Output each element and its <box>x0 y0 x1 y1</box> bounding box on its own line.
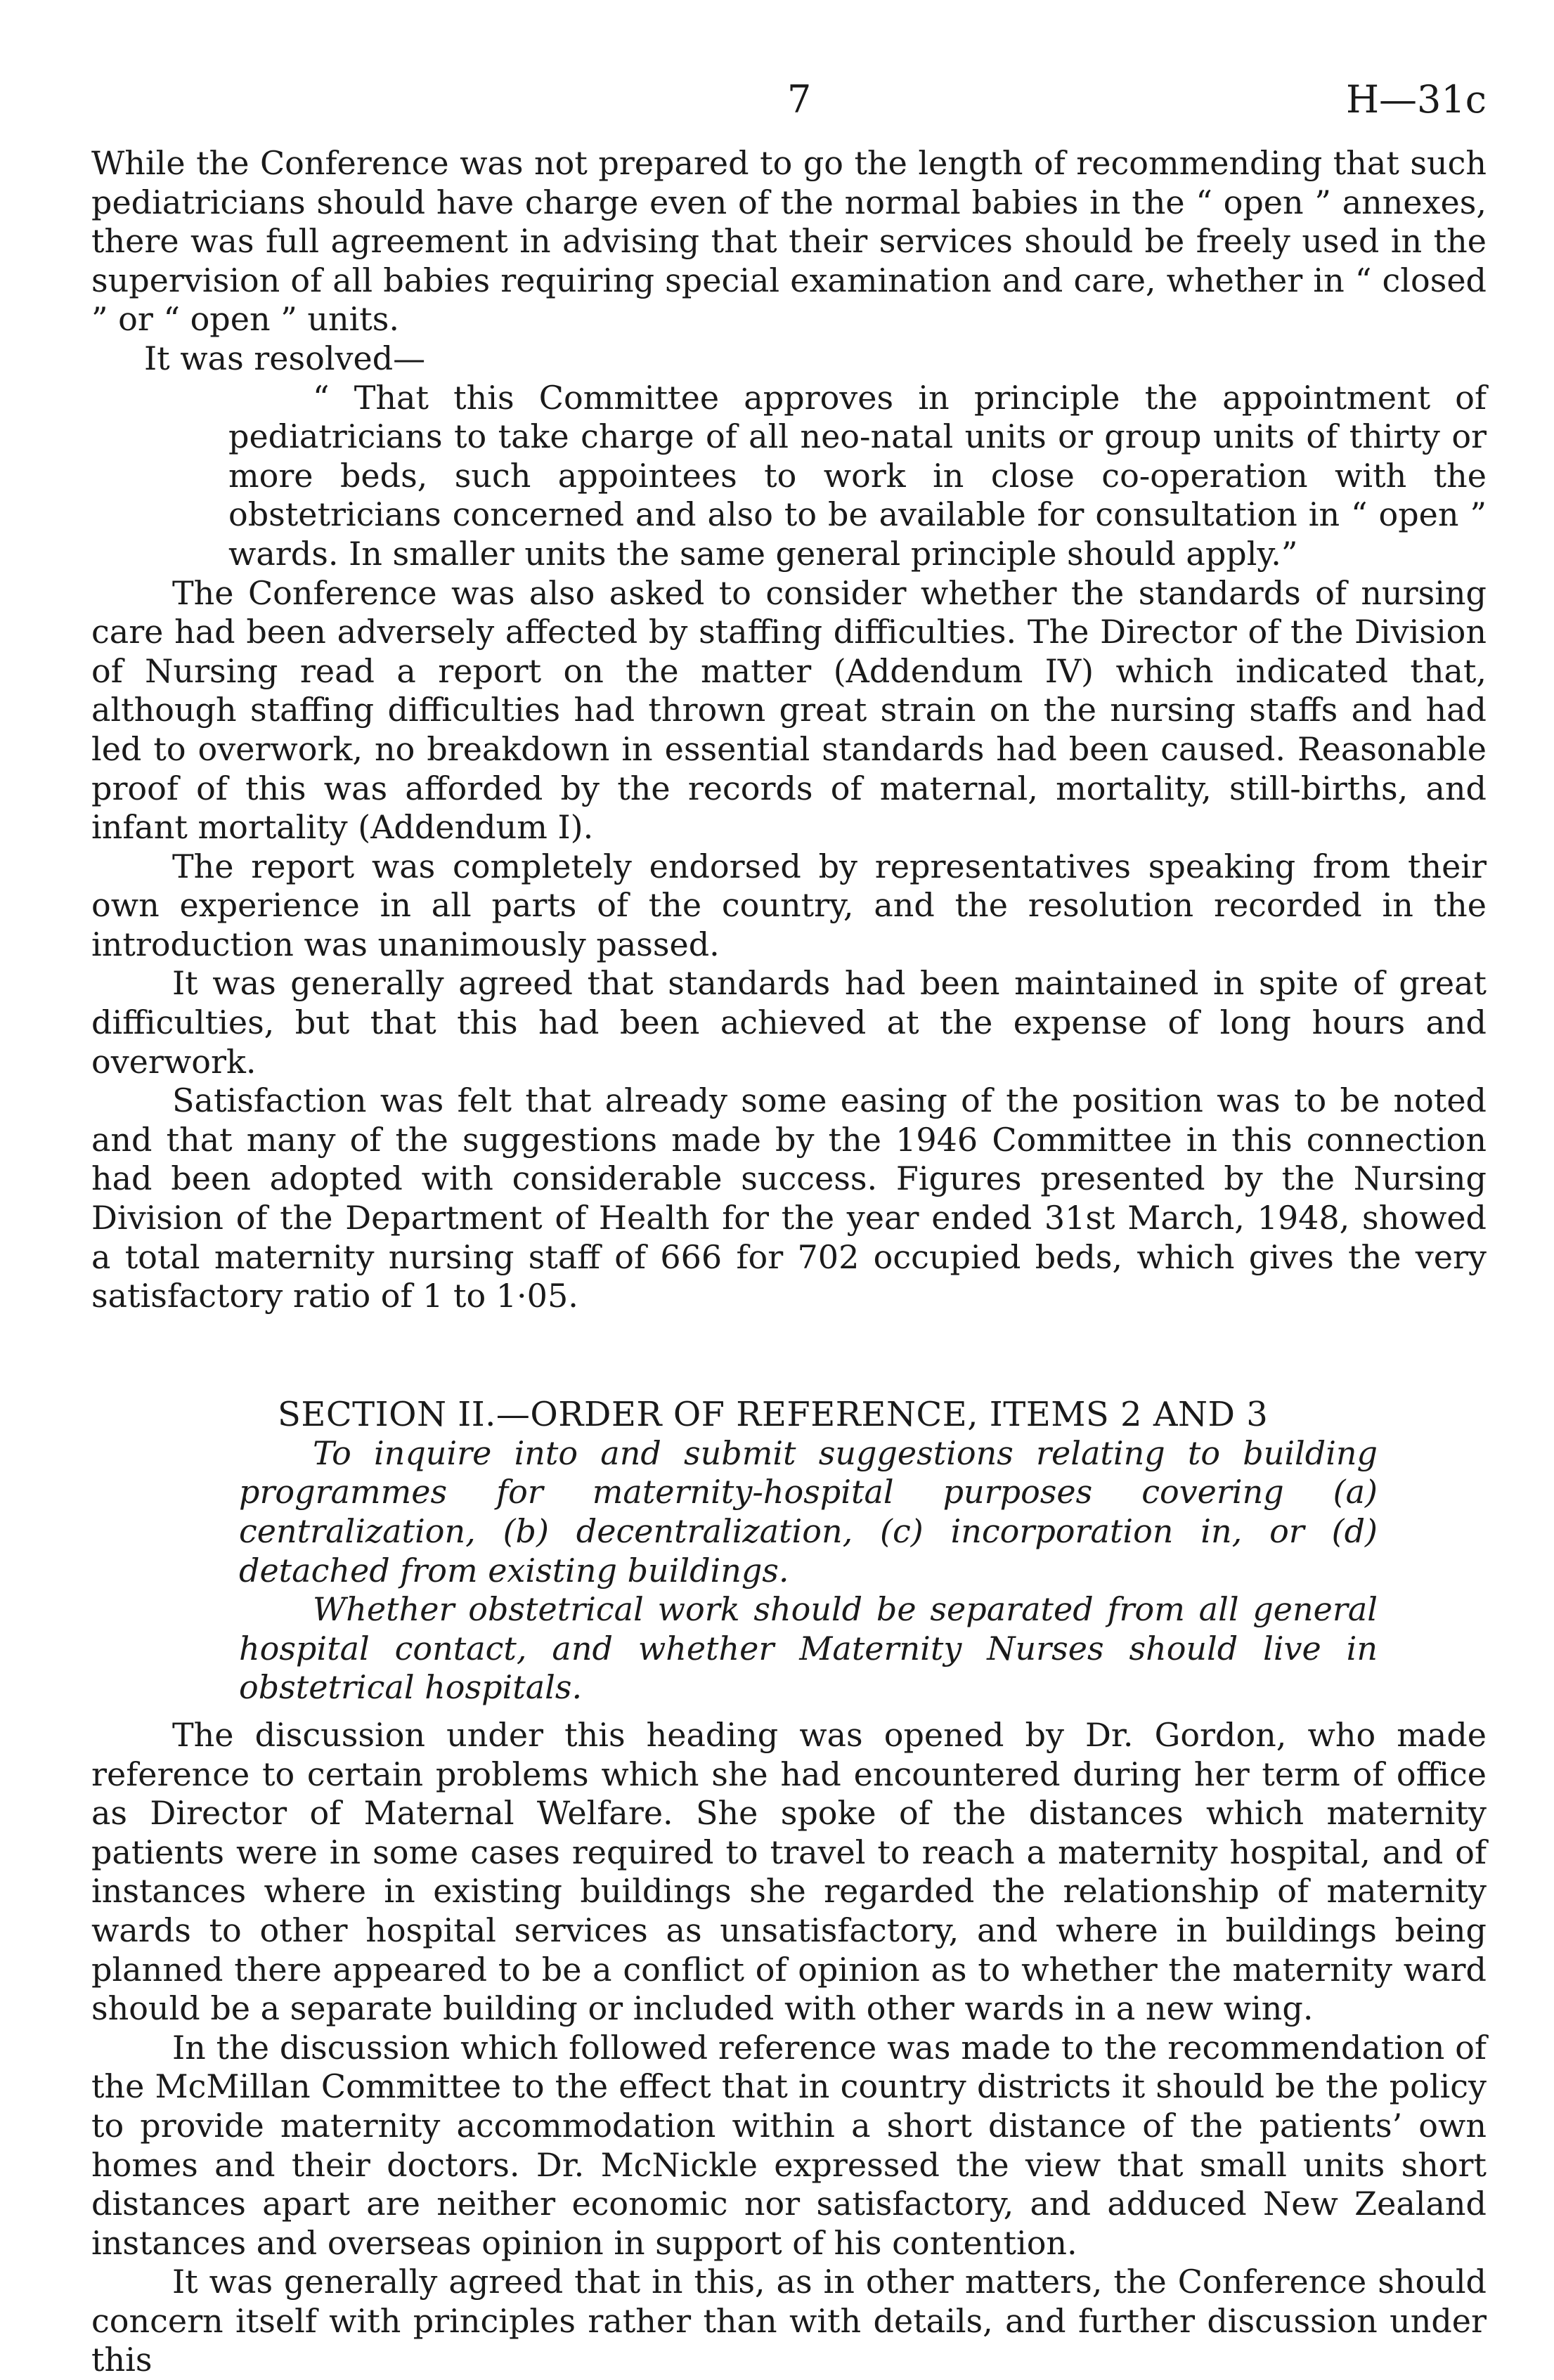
page-number: 7 <box>787 77 812 122</box>
section-heading: SECTION II.—ORDER OF REFERENCE, ITEMS 2 AND 3 <box>278 1394 1269 1434</box>
body-paragraph-nursing: The Conference was also asked to consider whether the standards of nursing care had been adversely affected by staffing difficulties. The Director of the Division of Nursing read a report on the matter (Addendum IV) which indicated that, although staffing difficulties had thrown great strain on the nursing staffs and had led to overwork, no breakdown in essential standards had been caused. Reasonable proof of this was afforded by the records of maternal, mortality, still-births, and infant mortality (Addendum I). <box>91 573 1487 847</box>
section-paragraph-principles: It was generally agreed that in this, as in other matters, the Conference should concern itself with principles rather than with details, and further discussion under this <box>91 2263 1487 2379</box>
resolution-quote: “ That this Committee approves in principle the appointment of pediatricians to take charge of all neo-natal units or group units of thirty or more beds, such appointees to work in close co-operation with the obstetricians concerned and also to be available for consultation in “ open ” wards. In smaller units the same general principle should apply.” <box>228 378 1487 573</box>
order-of-reference <box>239 1434 1378 1708</box>
body-paragraph-satisfaction: Satisfaction was felt that already some easing of the position was to be noted and that many of the suggestions made by the 1946 Committee in this connection had been adopted with considerable success. Figures presented by the Nursing Division of the Department of Health for the year ended 31st March, 1948, showed a total maternity nursing staff of 666 for 702 occupied beds, which gives the very satisfactory ratio of 1 to 1·05. <box>91 1081 1487 1315</box>
section-paragraph-gordon: The discussion under this heading was opened by Dr. Gordon, who made reference to certain problems which she had encountered during her term of office as Director of Maternal Welfare. She spoke of the distances which maternity patients were in some cases required to travel to reach a maternity hospital, and of instances where in existing buildings she regarded the relationship of maternity wards to other hospital services as unsatisfactory, and where in buildings being planned there appeared to be a conflict of opinion as to whether the maternity ward should be a separate building or included with other wards in a new wing. <box>91 1715 1487 2028</box>
document-reference: H—31c <box>1345 77 1487 122</box>
body-paragraph-1: While the Conference was not prepared to go the length of recommending that such pediatricians should have charge even of the normal babies in the “ open ” annexes, there was full agreement in advising that their services should be freely used in the supervision of all babies requiring special examination and care, whether in “ closed ” or “ open ” units. <box>91 144 1487 339</box>
section-paragraph-mcmillan: In the discussion which followed reference was made to the recommendation of the McMillan Committee to the effect that in country districts it should be the policy to provide maternity accommodation within a short distance of the patients’ own homes and their doctors. Dr. McNickle expressed the view that small units short distances apart are neither economic nor satisfactory, and adduced New Zealand instances and overseas opinion in support of his contention. <box>91 2028 1487 2262</box>
document-page <box>91 77 1487 2380</box>
reference-item-2: To inquire into and submit suggestions relating to building programmes for maternity-hospital purposes covering (a) centralization, (b) decentralization, (c) incorporation in, or (d) detached from existing buildings. <box>239 1433 1378 1589</box>
resolved-intro: It was resolved— <box>144 339 426 377</box>
page-header <box>91 77 1487 144</box>
body-paragraph-report: The report was completely endorsed by representatives speaking from their own experience in all parts of the country, and the resolution recorded in the introduction was unanimously passed. <box>91 847 1487 963</box>
body-paragraph-standards: It was generally agreed that standards had been maintained in spite of great difficulties, but that this had been achieved at the expense of long hours and overwork. <box>91 964 1487 1081</box>
reference-item-3: Whether obstetrical work should be separated from all general hospital contact, and whether Maternity Nurses should live in obstetrical hospitals. <box>239 1590 1378 1707</box>
